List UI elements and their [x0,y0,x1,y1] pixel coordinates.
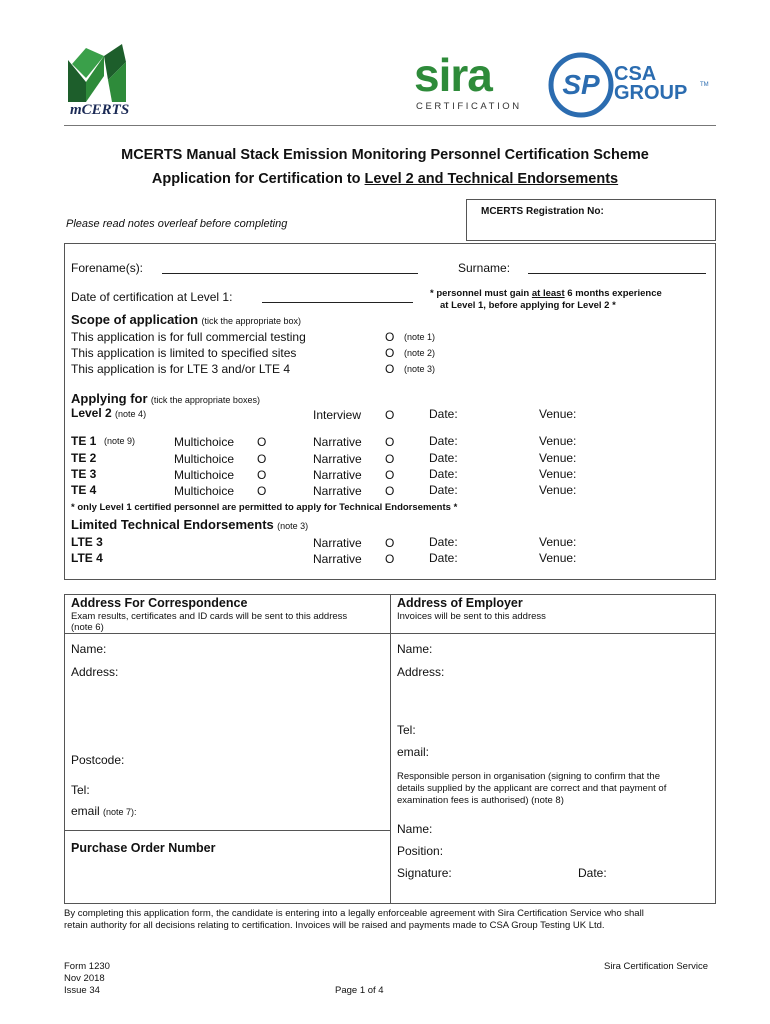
applying-heading-text: Applying for [71,391,148,406]
level1-date-label: Date of certification at Level 1: [71,290,233,304]
te3-date-label: Date: [429,467,458,481]
te-eligibility-note: * only Level 1 certified personnel are permitted to apply for Technical Endorsements * [71,502,458,513]
experience-note [430,288,662,299]
scope-heading [71,312,301,327]
experience-note-line2: at Level 1, before applying for Level 2 * [440,300,616,311]
te4-narrative-label: Narrative [313,484,362,498]
applying-heading-note: (tick the appropriate boxes) [150,395,260,405]
lte3-narrative-label: Narrative [313,536,362,550]
corr-email-label: email [71,804,100,818]
experience-note-underlined: at least [531,288,565,299]
svg-text:SP: SP [562,69,600,100]
te1-label: TE 1 [71,434,97,448]
forename-label: Forename(s): [71,261,144,275]
interview-label: Interview [313,408,362,422]
level2-row [71,406,146,420]
lte-heading [71,517,308,532]
lte4-label: LTE 4 [71,551,103,565]
scope-note: (note 2) [404,348,436,358]
title-line2 [0,171,770,187]
te1-multichoice-label: Multichoice [174,435,235,449]
emp-email-label[interactable]: email: [397,745,430,759]
te3-narrative-radio[interactable]: O [385,468,395,482]
scope-note: (note 1) [404,332,436,342]
te1-venue-label: Venue: [539,434,577,448]
te2-date-label: Date: [429,451,458,465]
lte3-date-label: Date: [429,535,458,549]
footer-page: Page 1 of 4 [335,985,384,996]
csa-logo-line2: GROUP [614,82,688,104]
te1-date-label: Date: [429,434,458,448]
emp-name-label[interactable]: Name: [397,642,433,656]
corr-heading: Address For Correspondence [71,596,248,610]
level2-date-label: Date: [429,407,458,421]
lte3-venue-label: Venue: [539,535,577,549]
experience-note-suffix: 6 months experience [564,288,662,299]
te1-narrative-radio[interactable]: O [385,435,395,449]
title-line1: MCERTS Manual Stack Emission Monitoring Personnel Certification Scheme [121,147,649,163]
te4-date-label: Date: [429,483,458,497]
lte3-label: LTE 3 [71,535,103,549]
csa-circle-icon [548,52,614,118]
scope-full-radio[interactable]: O [385,330,395,344]
title-line2-underlined: Level 2 and Technical Endorsements [364,171,619,187]
surname-field[interactable] [528,273,706,274]
corr-tel-label[interactable]: Tel: [71,783,90,797]
te2-venue-label: Venue: [539,451,577,465]
responsible-text-3: examination fees is authorised) (note 8) [397,795,564,806]
emp-subtext: Invoices will be sent to this address [397,611,546,622]
agreement-line1: By completing this application form, the candidate is entering into a legally enforceable agreement with Sira Certification Service who shall [64,908,644,919]
corr-subtext-note: (note 6) [71,622,104,633]
te1-multichoice-radio[interactable]: O [257,435,267,449]
agreement-line2: retain authority for all decisions relating to certification. Invoices will be raised and payments made to CSA Group Testing UK Ltd. [64,920,605,931]
te2-label: TE 2 [71,451,97,465]
sira-logo-subtext: CERTIFICATION [416,101,522,112]
level1-date-field[interactable] [262,302,413,303]
responsible-text-2: details supplied by the applicant are correct and that payment of [397,783,667,794]
responsible-text-1: Responsible person in organisation (signing to confirm that the [397,771,660,782]
te4-venue-label: Venue: [539,483,577,497]
te2-narrative-radio[interactable]: O [385,452,395,466]
emp-heading: Address of Employer [397,596,523,610]
csa-logo [548,52,718,118]
csa-logo-line1: CSA [614,63,657,85]
te4-narrative-radio[interactable]: O [385,484,395,498]
te1-narrative-label: Narrative [313,435,362,449]
po-divider [64,830,391,831]
te2-multichoice-radio[interactable]: O [257,452,267,466]
scope-item-label: This application is for full commercial testing [71,330,306,344]
level2-label: Level 2 [71,406,112,420]
po-label[interactable]: Purchase Order Number [71,841,216,855]
scope-limited-radio[interactable]: O [385,346,395,360]
te3-multichoice-label: Multichoice [174,468,235,482]
lte-heading-text: Limited Technical Endorsements [71,517,274,532]
emp-tel-label[interactable]: Tel: [397,723,416,737]
footer-service: Sira Certification Service [604,961,709,972]
lte-heading-note: (note 3) [277,521,309,531]
te3-label: TE 3 [71,467,97,481]
te4-label: TE 4 [71,483,97,497]
scope-note: (note 3) [404,364,436,374]
corr-subtext: Exam results, certificates and ID cards will be sent to this address [71,611,348,622]
mcerts-logo [64,42,144,122]
mcerts-m-mark-icon [64,42,144,104]
resp-signature-label[interactable]: Signature: [397,866,452,880]
forename-field[interactable] [162,273,418,274]
te2-multichoice-label: Multichoice [174,452,235,466]
corr-name-label[interactable]: Name: [71,642,107,656]
lte4-narrative-label: Narrative [313,552,362,566]
sira-logo-text: sira [414,49,492,101]
te4-multichoice-label: Multichoice [174,484,235,498]
emp-address-label[interactable]: Address: [397,665,445,679]
interview-radio[interactable]: O [385,408,395,422]
te3-narrative-label: Narrative [313,468,362,482]
scope-heading-note: (tick the appropriate box) [201,316,302,326]
lte4-date-label: Date: [429,551,458,565]
corr-postcode-label[interactable]: Postcode: [71,753,125,767]
level2-note: (note 4) [115,409,147,419]
surname-label: Surname: [458,261,511,275]
footer-date: Nov 2018 [64,973,105,984]
registration-box[interactable] [466,199,716,241]
te1-note: (note 9) [104,436,136,446]
applying-heading [71,391,260,406]
footer-issue: Issue 34 [64,985,100,996]
corr-address-label[interactable]: Address: [71,665,119,679]
scope-item-label: This application is limited to specified sites [71,346,297,360]
lte4-venue-label: Venue: [539,551,577,565]
scope-heading-text: Scope of application [71,312,199,327]
mcerts-logo-text: mCERTS [70,102,130,118]
lte3-narrative-radio[interactable]: O [385,536,395,550]
notes-instruction: Please read notes overleaf before completing [66,218,288,230]
te3-multichoice-radio[interactable]: O [257,468,267,482]
level2-venue-label: Venue: [539,407,577,421]
te2-narrative-label: Narrative [313,452,362,466]
scope-lte-radio[interactable]: O [385,362,395,376]
corr-email-row[interactable] [71,804,137,818]
address-divider-vertical [390,594,391,904]
te4-multichoice-radio[interactable]: O [257,484,267,498]
scope-item-label: This application is for LTE 3 and/or LTE 4 [71,362,290,376]
experience-note-prefix: * personnel must gain [430,288,532,299]
resp-name-label[interactable]: Name: [397,822,433,836]
resp-position-label[interactable]: Position: [397,844,444,858]
title-line2-prefix: Application for Certification to [151,171,365,187]
registration-label: MCERTS Registration No: [481,206,604,217]
header-divider [64,125,716,126]
resp-date-label[interactable]: Date: [578,866,607,880]
corr-email-note: (note 7): [103,807,137,817]
address-header-divider [64,633,716,634]
lte4-narrative-radio[interactable]: O [385,552,395,566]
footer-form: Form 1230 [64,961,110,972]
csa-tm: TM [700,82,709,88]
te3-venue-label: Venue: [539,467,577,481]
